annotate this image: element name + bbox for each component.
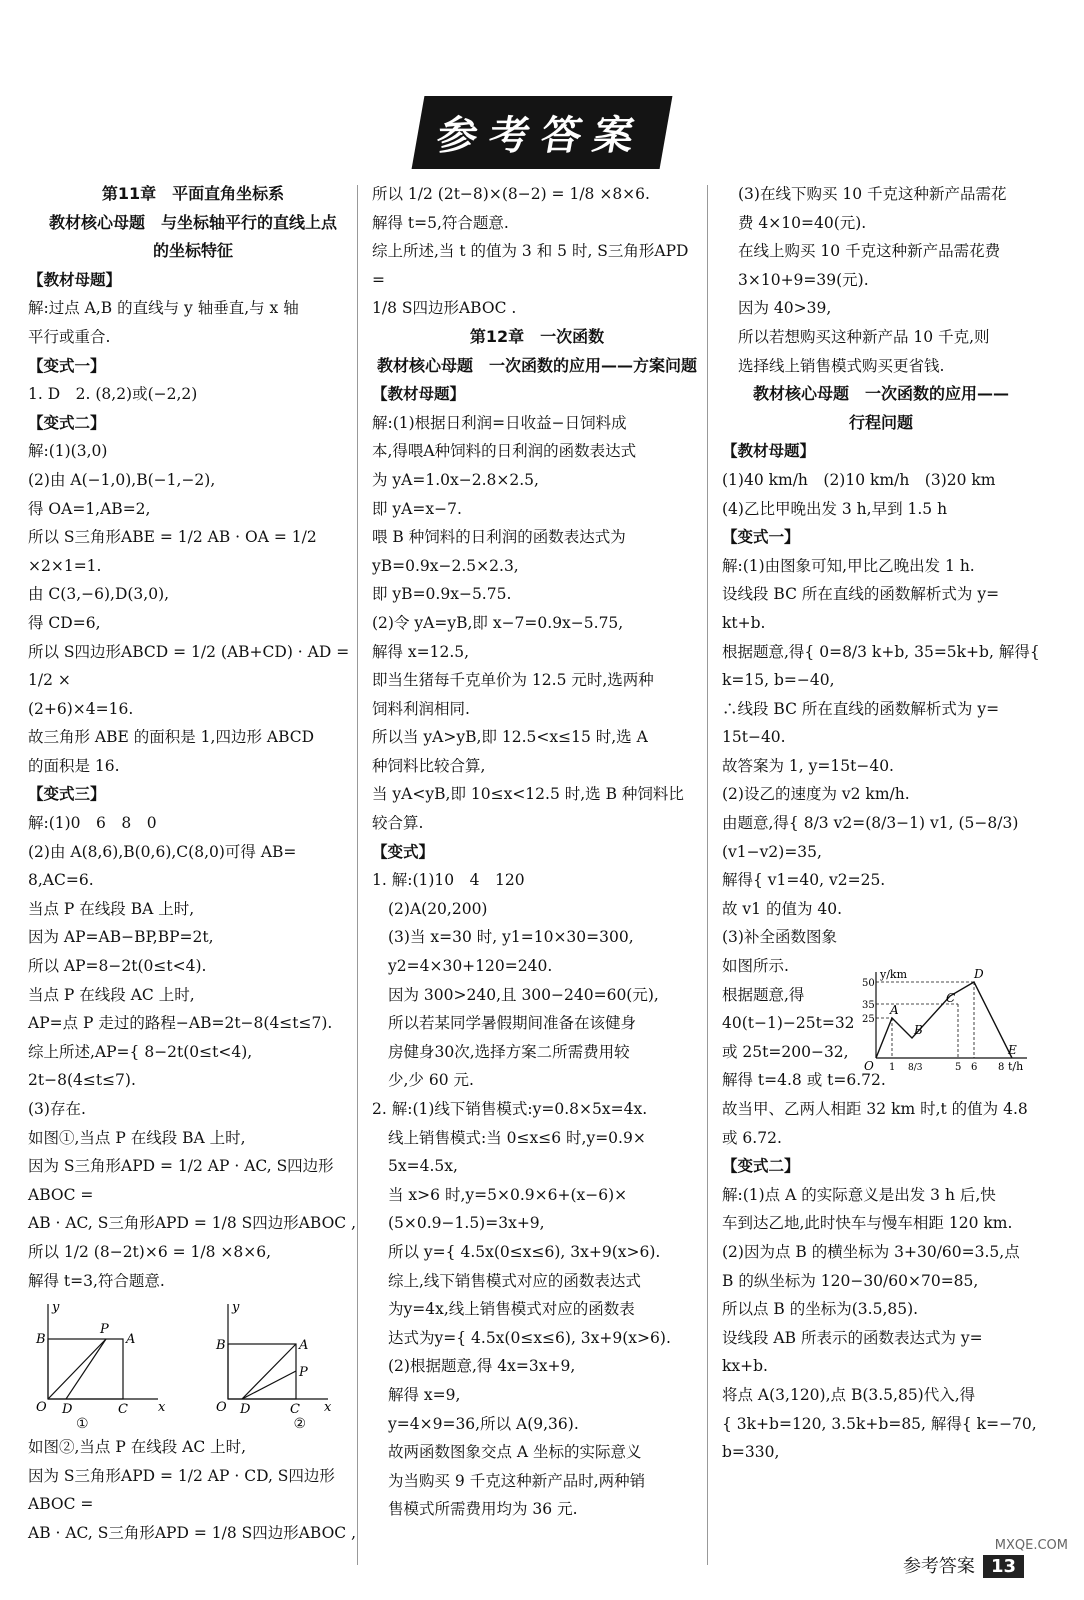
text-line: 如图①,当点 P 在线段 BA 上时, <box>28 1128 246 1147</box>
graph-x83: 8/3 <box>908 1063 923 1073</box>
fig2-o-label: O <box>216 1400 227 1416</box>
text-line: (5×0.9−1.5)=3x+9, <box>388 1214 545 1233</box>
fig2-b-label: B <box>216 1338 226 1354</box>
text-line: 因为 S三角形APD = 1/2 AP · CD, S四边形ABOC = <box>28 1466 335 1514</box>
graph-o-label: O <box>864 1059 874 1073</box>
text-line: 解:(1)根据日利润=日收益−日饲料成 <box>372 413 627 432</box>
fig1-c-label: C <box>118 1402 128 1418</box>
fig1-o-label: O <box>36 1400 47 1416</box>
text-line: 综上所述,AP={ 8−2t(0≤t<4), 2t−8(4≤t≤7). <box>28 1042 253 1090</box>
column-1-lines-b <box>28 1433 358 1547</box>
graph-x8: 8 <box>998 1062 1005 1073</box>
page-banner <box>0 96 1084 169</box>
graph-b-label: B <box>914 1023 923 1037</box>
text-line: 第12章 一次函数 <box>469 326 605 346</box>
text-line: 得 OA=1,AB=2, <box>28 499 151 518</box>
text-line: 教材核心母题 与坐标轴平行的直线上点 <box>48 212 337 232</box>
graph-t-label: t/h <box>1008 1060 1024 1073</box>
column-1-lines <box>28 180 358 1295</box>
graph-x6: 6 <box>971 1062 978 1073</box>
text-line: 【教材母题】 <box>372 385 466 404</box>
text-line: (2)A(20,200) <box>388 899 488 918</box>
text-line: 【变式二】 <box>28 413 106 432</box>
text-line: 【变式二】 <box>722 1157 800 1176</box>
text-line: 的面积是 16. <box>28 756 120 775</box>
text-line: ∴线段 BC 所在直线的函数解析式为 y= <box>722 699 1000 718</box>
text-line: 【变式一】 <box>722 528 800 547</box>
text-line: 8,AC=6. <box>28 871 94 890</box>
text-line: 将点 A(3,120),点 B(3.5,85)代入,得 <box>722 1385 976 1404</box>
text-line: 所以点 B 的坐标为(3.5,85). <box>722 1300 919 1319</box>
text-line: B 的纵坐标为 120−30/60×70=85, <box>722 1271 979 1290</box>
text-line: 所以 1/2 (2t−8)×(8−2) = 1/8 ×8×6. <box>372 185 650 203</box>
text-line: 所以 S四边形ABCD = 1/2 (AB+CD) · AD = 1/2 × <box>28 642 350 690</box>
text-line: 所以若想购买这种新产品 10 千克,则 <box>738 327 990 346</box>
text-line: 综上,线下销售模式对应的函数表达式 <box>388 1271 641 1290</box>
text-line: 故 v1 的值为 40. <box>722 899 843 918</box>
text-line: 1/8 S四边形ABOC . <box>372 299 517 318</box>
text-line: 的坐标特征 <box>152 241 233 261</box>
text-line: 售模式所需费用均为 36 元. <box>388 1500 578 1519</box>
text-line: 解:(1)0 6 8 0 <box>28 814 157 833</box>
text-line: { 3k+b=120, 3.5k+b=85, 解得{ k=−70, b=330, <box>722 1414 1037 1462</box>
text-line: (3)存在. <box>28 1100 86 1118</box>
graph-x5: 5 <box>955 1062 962 1073</box>
fig2-p-label: P <box>299 1365 308 1381</box>
text-line: y2=4×30+120=240. <box>388 957 553 976</box>
text-line: yB=0.9x−2.5×2.3, <box>372 556 519 575</box>
text-line: 当点 P 在线段 BA 上时, <box>28 899 195 918</box>
column-2-lines <box>372 180 702 1524</box>
footer-label: 参考答案 <box>902 1556 975 1577</box>
fig1-d-label: D <box>62 1402 73 1418</box>
fig1-x-label: x <box>158 1400 166 1416</box>
text-line: 达式为y={ 4.5x(0≤x≤6), 3x+9(x>6). <box>388 1328 671 1347</box>
text-line: 根据题意,得{ 0=8/3 k+b, 35=5k+b, 解得{ k=15, b=−40, <box>722 642 1040 690</box>
text-line: 解得 t=3,符合题意. <box>28 1271 165 1290</box>
text-line: 故答案为 1, y=15t−40. <box>722 756 894 775</box>
text-line: 解:过点 A,B 的直线与 y 轴垂直,与 x 轴 <box>28 299 299 318</box>
figure-1 <box>35 1300 166 1417</box>
text-line: 所以 AP=8−2t(0≤t<4). <box>28 957 207 976</box>
text-line: 解得{ v1=40, v2=25. <box>722 871 886 890</box>
text-line: 当 yA<yB,即 10≤x<12.5 时,选 B 种饲料比 <box>372 785 684 804</box>
text-line: (2)由 A(8,6),B(0,6),C(8,0)可得 AB= <box>28 842 297 861</box>
text-line: (2)设乙的速度为 v2 km/h. <box>722 785 910 804</box>
text-line: (3)在线下购买 10 千克这种新产品需花 <box>738 185 1007 203</box>
text-line: 所以当 yA>yB,即 12.5<x≤15 时,选 A <box>372 728 648 747</box>
text-line: 所以 1/2 (8−2t)×6 = 1/8 ×8×6, <box>28 1242 272 1261</box>
text-line: 当 x>6 时,y=5×0.9×6+(x−6)× <box>388 1185 628 1204</box>
text-line: AB · AC, S三角形APD = 1/8 S四边形ABOC , <box>28 1523 357 1542</box>
text-line: 较合算. <box>372 814 424 833</box>
text-line: (2)令 yA=yB,即 x−7=0.9x−5.75, <box>372 613 624 632</box>
text-line: 因为 40>39, <box>738 299 832 318</box>
text-line: 解:(1)(3,0) <box>28 442 108 461</box>
text-line: 1. 解:(1)10 4 120 <box>372 871 525 890</box>
text-line: 教材核心母题 一次函数的应用——方案问题 <box>376 355 697 375</box>
text-line: 解得 t=5,符合题意. <box>372 213 509 232</box>
text-line: 或 25t=200−32, <box>722 1042 849 1061</box>
text-line: 解:(1)由图象可知,甲比乙晚出发 1 h. <box>722 556 975 575</box>
text-line: 为 yA=1.0x−2.8×2.5, <box>372 470 539 489</box>
text-line: 故当甲、乙两人相距 32 km 时,t 的值为 4.8 <box>722 1100 1028 1118</box>
text-line: 故三角形 ABE 的面积是 1,四边形 ABCD <box>28 728 315 747</box>
text-line: (3)当 x=30 时, y1=10×30=300, <box>388 928 634 947</box>
column-2 <box>372 180 702 1524</box>
fig2-x-label: x <box>324 1400 332 1416</box>
text-line: kx+b. <box>722 1357 768 1376</box>
text-line: (3)补全函数图象 <box>722 928 837 947</box>
text-line: 费 4×10=40(元). <box>738 213 867 232</box>
figure-2 <box>215 1300 332 1417</box>
text-line: AP=点 P 走过的路程−AB=2t−8(4≤t≤7). <box>28 1014 333 1033</box>
text-line: 当点 P 在线段 AC 上时, <box>28 985 195 1004</box>
text-line: 所以 S三角形ABE = 1/2 AB · OA = 1/2 ×2×1=1. <box>28 528 317 575</box>
text-line: 即 yA=x−7. <box>372 499 462 518</box>
text-line: 或 6.72. <box>722 1128 782 1147</box>
fig2-y-label: y <box>232 1300 240 1316</box>
figure-2-caption: ② <box>293 1416 306 1433</box>
text-line: AB · AC, S三角形APD = 1/8 S四边形ABOC , <box>28 1214 357 1233</box>
geometry-figures <box>28 1299 338 1419</box>
text-line: (2+6)×4=16. <box>28 699 134 718</box>
text-line: 即当生猪每千克单价为 12.5 元时,选两种 <box>372 671 654 690</box>
text-line: 解得 t=4.8 或 t=6.72. <box>722 1071 886 1090</box>
text-line: 少,少 60 元. <box>388 1071 474 1090</box>
text-line: 因为 300>240,且 300−240=60(元), <box>388 985 659 1004</box>
text-line: (2)根据题意,得 4x=3x+9, <box>388 1357 576 1376</box>
graph-c-label: C <box>946 991 956 1005</box>
banner-title: 参考答案 <box>412 96 673 169</box>
text-line: kt+b. <box>722 613 766 632</box>
text-line: 解:(1)点 A 的实际意义是出发 3 h 后,快 <box>722 1185 996 1204</box>
text-line: 解得 x=12.5, <box>372 642 470 661</box>
column-3 <box>722 180 1040 1467</box>
text-line: 由 C(3,−6),D(3,0), <box>28 585 170 604</box>
text-line: 房健身30次,选择方案二所需费用较 <box>388 1042 630 1061</box>
column-1 <box>28 180 358 1548</box>
fig2-c-label: C <box>290 1402 300 1418</box>
text-line: 设线段 BC 所在直线的函数解析式为 y= <box>722 585 1000 604</box>
column-divider <box>707 185 708 1565</box>
text-line: (4)乙比甲晚出发 3 h,早到 1.5 h <box>722 499 948 518</box>
text-line: 解得 x=9, <box>388 1385 461 1404</box>
text-line: 1. D 2. (8,2)或(−2,2) <box>28 385 198 404</box>
page-footer <box>903 1552 1024 1578</box>
fig1-p-label: P <box>100 1322 109 1338</box>
text-line: 【变式一】 <box>28 356 106 375</box>
text-line: 选择线上销售模式购买更省钱. <box>738 356 945 375</box>
fig1-y-label: y <box>52 1300 60 1316</box>
text-line: 车到达乙地,此时快车与慢车相距 120 km. <box>722 1214 1013 1233</box>
text-line: 为y=4x,线上销售模式对应的函数表 <box>388 1300 635 1319</box>
text-line: (1)40 km/h (2)10 km/h (3)20 km <box>722 470 996 489</box>
text-line: 所以 y={ 4.5x(0≤x≤6), 3x+9(x>6). <box>388 1242 661 1261</box>
page-number: 13 <box>983 1555 1024 1578</box>
text-line: 得 CD=6, <box>28 613 101 632</box>
text-line: 【教材母题】 <box>28 270 122 289</box>
text-line: 种饲料比较合算, <box>372 756 486 775</box>
graph-d-label: D <box>974 968 984 981</box>
text-line: 40(t−1)−25t=32 <box>722 1014 855 1033</box>
graph-y25: 25 <box>862 1014 875 1025</box>
graph-a-label: A <box>890 1003 899 1017</box>
text-line: 为当购买 9 千克这种新产品时,两种销 <box>388 1471 646 1490</box>
fig1-b-label: B <box>36 1332 46 1348</box>
text-line: 喂 B 种饲料的日利润的函数表达式为 <box>372 528 626 547</box>
fig2-a-label: A <box>299 1338 309 1354</box>
watermark: MXQE.COM <box>994 1538 1068 1553</box>
graph-x1: 1 <box>889 1062 896 1073</box>
text-line: 5x=4.5x, <box>388 1157 458 1176</box>
text-line: 行程问题 <box>848 412 913 432</box>
text-line: 所以若某同学暑假期间准备在该健身 <box>388 1014 637 1033</box>
text-line: 线上销售模式:当 0≤x≤6 时,y=0.9× <box>388 1128 646 1147</box>
column-3-lines <box>722 180 1040 1467</box>
text-line: 【教材母题】 <box>722 442 816 461</box>
graph-e-label: E <box>1008 1043 1017 1057</box>
text-line: 平行或重合. <box>28 327 111 346</box>
text-line: 因为 AP=AB−BP,BP=2t, <box>28 928 214 947</box>
text-line: 【变式三】 <box>28 785 106 804</box>
text-line: 饲料利润相同. <box>372 699 470 718</box>
text-line: 设线段 AB 所表示的函数表达式为 y= <box>722 1328 983 1347</box>
text-line: 2. 解:(1)线下销售模式:y=0.8×5x=4x. <box>372 1100 648 1118</box>
fig1-a-label: A <box>126 1332 136 1348</box>
text-line: (2)因为点 B 的横坐标为 3+30/60=3.5,点 <box>722 1242 1020 1261</box>
graph-y50: 50 <box>862 978 875 989</box>
graph-y35: 35 <box>862 1000 875 1011</box>
text-line: 15t−40. <box>722 728 786 747</box>
text-line: 综上所述,当 t 的值为 3 和 5 时, S三角形APD = <box>372 242 689 289</box>
text-line: 在线上购买 10 千克这种新产品需花费 <box>738 242 1001 261</box>
text-line: 由题意,得{ 8/3 v2=(8/3−1) v1, (5−8/3)(v1−v2)=35, <box>722 814 1019 861</box>
text-line: 教材核心母题 一次函数的应用—— <box>752 384 1009 404</box>
fig2-d-label: D <box>240 1402 251 1418</box>
text-line: 第11章 平面直角坐标系 <box>101 184 285 203</box>
text-line: 本,得喂A种饲料的日利润的函数表达式 <box>372 442 637 461</box>
text-line: y=4×9=36,所以 A(9,36). <box>388 1414 579 1433</box>
figure-1-caption: ① <box>76 1416 89 1433</box>
text-line: 故两函数图象交点 A 坐标的实际意义 <box>388 1443 642 1462</box>
text-line: 3×10+9=39(元). <box>738 270 869 289</box>
text-line: (2)由 A(−1,0),B(−1,−2), <box>28 470 216 489</box>
text-line: 如图②,当点 P 在线段 AC 上时, <box>28 1438 247 1457</box>
graph-y-label: y/km <box>880 968 908 981</box>
distance-time-graph <box>862 968 1032 1078</box>
text-line: 即 yB=0.9x−5.75. <box>372 585 512 604</box>
text-line: 因为 S三角形APD = 1/2 AP · AC, S四边形ABOC = <box>28 1157 334 1204</box>
text-line: 如图所示. <box>722 957 789 976</box>
text-line: 根据题意,得 <box>722 985 805 1004</box>
text-line: 【变式】 <box>372 842 435 861</box>
